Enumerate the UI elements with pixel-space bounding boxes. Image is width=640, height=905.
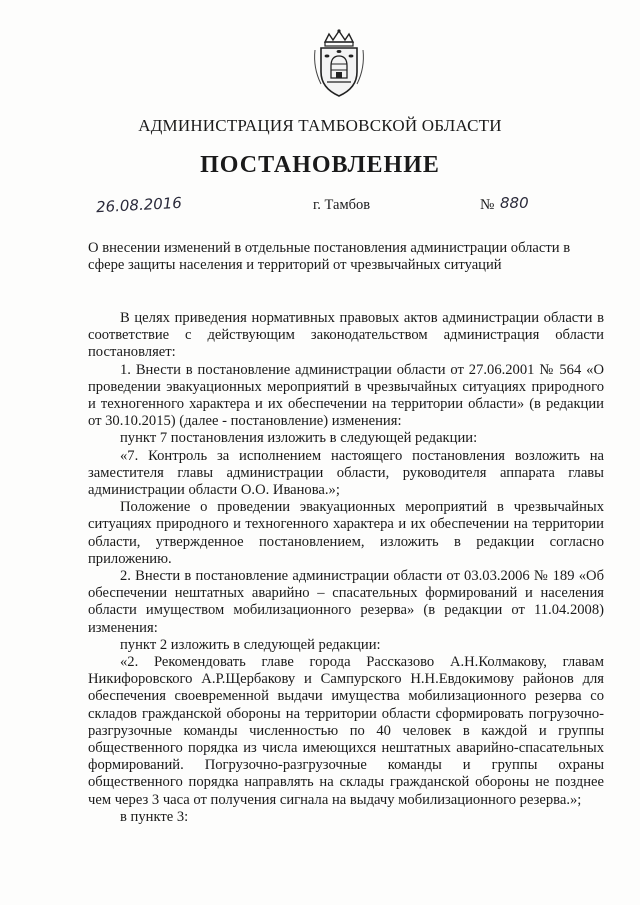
paragraph: «2. Рекомендовать главе города Рассказово А.Н.Колмакову, главам Никифоровского А.Р.Щербакову и Сампурского Н.Н.Евдокимову районов для обеспечения своевременной выдачи имущества мобилизационного резерва со складов гражданской обороны на территории области сформировать погрузочно-разгрузочные команды численностью по 40 человек в каждой и группы общественного порядка из числа имеющихся нештатных аварийно-спасательных формирований. Погрузочно-разгрузочные команды и группы охраны общественного порядка направлять на склады гражданской обороны не позднее чем через 3 часа от получения сигнала на выдачу мобилизационного резерва.»; bbox=[88, 654, 604, 808]
paragraph: «7. Контроль за исполнением настоящего постановления возложить на заместителя главы администрации области, руководителя аппарата главы администрации области О.О. Иванова.»; bbox=[88, 447, 604, 499]
tambov-coat-of-arms-icon bbox=[311, 28, 367, 100]
paragraph: пункт 2 изложить в следующей редакции: bbox=[120, 636, 381, 653]
paragraph: 1. Внести в постановление администрации области от 27.06.2001 № 564 «О проведении эвакуационных мероприятий в чрезвычайных ситуациях природного и техногенного характера и их обеспечении на территории области» (в редакции от 30.10.2015) (далее - постановление) изменения: bbox=[88, 361, 604, 430]
document-type-title: ПОСТАНОВЛЕНИЕ bbox=[200, 152, 440, 178]
paragraph: в пункте 3: bbox=[120, 808, 189, 825]
document-subject: О внесении изменений в отдельные постановления администрации области в сфере защиты населения и территорий от чрезвычайных ситуаций bbox=[88, 240, 571, 273]
paragraph: В целях приведения нормативных правовых актов администрации области в соответствие с действующим законодательством администрация области постановляет: bbox=[88, 310, 604, 361]
document-number: 880 bbox=[500, 194, 529, 212]
document-place: г. Тамбов bbox=[313, 197, 371, 213]
paragraph: пункт 7 постановления изложить в следующей редакции: bbox=[120, 430, 478, 447]
organization-title: АДМИНИСТРАЦИЯ ТАМБОВСКОЙ ОБЛАСТИ bbox=[138, 116, 502, 135]
paragraph: Положение о проведении эвакуационных мероприятий в чрезвычайных ситуациях природного и техногенного характера и их обеспечении на территории области, утвержденное постановлением, изложить в редакции согласно приложению. bbox=[88, 499, 604, 567]
document-body bbox=[88, 310, 604, 826]
document-date: 26.08.2016 bbox=[95, 193, 183, 217]
document-number-label: № bbox=[480, 197, 495, 213]
paragraph: 2. Внести в постановление администрации области от 03.03.2006 № 189 «Об обеспечении нештатных аварийно – спасательных формирований и населения области имуществом мобилизационного резерва» (в редакции от 11.04.2008) изменения: bbox=[88, 568, 604, 636]
